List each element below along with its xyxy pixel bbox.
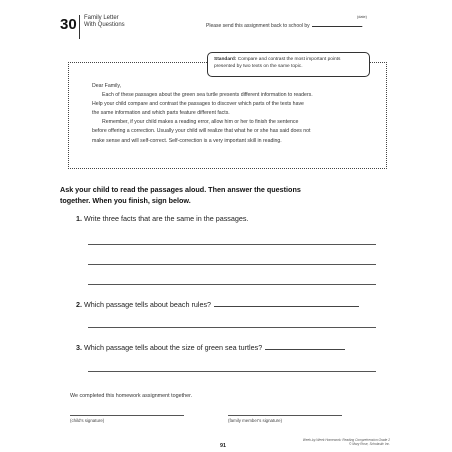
completed-statement: We completed this homework assignment together.	[70, 393, 193, 399]
instructions-line-1: Ask your child to read the passages aloud. Then answer the questions	[60, 185, 301, 194]
family-signature-label: (family member's signature)	[228, 418, 283, 423]
date-blank[interactable]	[312, 21, 362, 27]
family-letter	[92, 82, 374, 146]
question-text: Which passage tells about beach rules?	[84, 300, 212, 309]
child-signature-line[interactable]	[70, 415, 184, 416]
letter-line: Help your child compare and contrast the passages to discover which parts of the texts have	[92, 101, 304, 108]
lesson-title-line-2: With Questions	[84, 22, 125, 28]
credit	[300, 438, 390, 447]
question-3	[76, 343, 345, 352]
header-divider	[79, 15, 80, 39]
answer-blank-3[interactable]	[265, 343, 345, 350]
child-signature-label: (child's signature)	[70, 418, 105, 423]
send-back-notice: Please send this assignment back to school by .	[206, 23, 364, 29]
letter-line: make sense and will self-correct. Self-correction is a very important skill in reading.	[92, 137, 282, 144]
letter-line: Each of these passages about the green sea turtle presents different information to readers.	[102, 92, 313, 99]
answer-line-2[interactable]	[88, 327, 376, 328]
credit-line-2: © Mary Rose, Scholastic Inc.	[349, 442, 390, 447]
page-header	[60, 14, 400, 38]
question-1	[76, 214, 248, 223]
family-signature-line[interactable]	[228, 415, 342, 416]
letter-greeting: Dear Family,	[92, 83, 122, 89]
letter-line: Remember, if your child makes a reading error, allow him or her to finish the sentence	[102, 119, 299, 126]
credit-line-1: Week-by-Week Homework: Reading Comprehension Grade 2	[302, 438, 390, 442]
lesson-title	[84, 15, 125, 29]
lesson-number: 30	[60, 16, 77, 33]
question-2	[76, 300, 359, 309]
instructions	[60, 184, 390, 206]
answer-blank-2[interactable]	[214, 300, 359, 307]
question-text: Write three facts that are the same in the passages.	[84, 214, 249, 223]
question-number: 2.	[76, 300, 82, 309]
page-number: 91	[220, 443, 226, 449]
answer-line-1a[interactable]	[88, 244, 376, 245]
answer-line-1c[interactable]	[88, 284, 376, 285]
date-label: (date)	[357, 15, 367, 19]
answer-line-3[interactable]	[88, 371, 376, 372]
letter-line: before offering a correction. Usually your child will realize that what he or she has said does not	[92, 128, 311, 135]
send-back-text: Please send this assignment back to school by	[206, 23, 310, 29]
lesson-title-line-1: Family Letter	[84, 15, 119, 21]
answer-line-1b[interactable]	[88, 264, 376, 265]
question-number: 3.	[76, 343, 82, 352]
question-text: Which passage tells about the size of green sea turtles?	[84, 343, 263, 352]
standard-text-2: presented by two texts on the same topic.	[214, 63, 303, 69]
standard-box	[207, 52, 370, 77]
question-number: 1.	[76, 214, 82, 223]
standard-label: Standard:	[214, 57, 237, 62]
letter-line: the same information and which parts feature different facts.	[92, 110, 230, 117]
instructions-line-2: together. When you finish, sign below.	[60, 196, 191, 205]
standard-text-1: Compare and contrast the most important points	[236, 57, 341, 62]
